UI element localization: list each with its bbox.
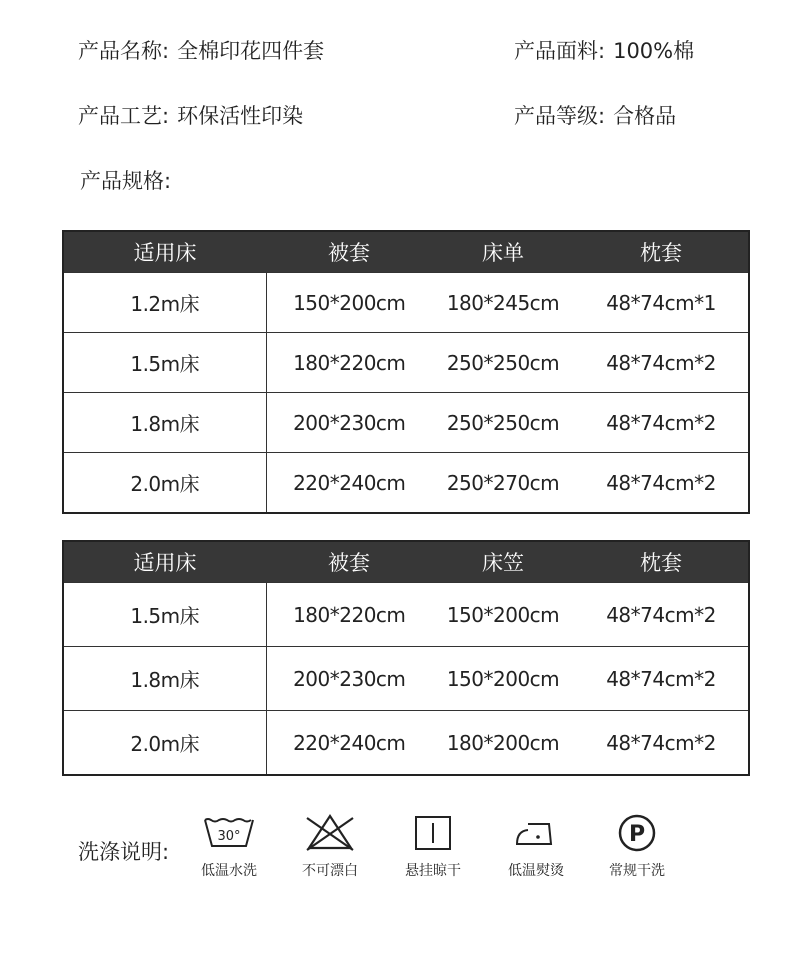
table-row bbox=[63, 393, 749, 453]
cell-sheet: 250*250cm bbox=[432, 393, 574, 453]
name-value: 全棉印花四件套 bbox=[177, 39, 325, 63]
table-row bbox=[63, 333, 749, 393]
cell-bed: 2.0m床 bbox=[63, 453, 266, 514]
table-row bbox=[63, 647, 749, 711]
header-duvet: 被套 bbox=[266, 541, 432, 583]
craft-value: 环保活性印染 bbox=[177, 104, 304, 128]
care-label-dryclean: 常规干洗 bbox=[609, 863, 665, 879]
cell-duvet: 220*240cm bbox=[266, 453, 432, 514]
table-row bbox=[63, 453, 749, 514]
size-table-sheet bbox=[62, 230, 750, 514]
cell-sheet: 250*250cm bbox=[432, 333, 574, 393]
grade-value: 合格品 bbox=[613, 104, 677, 128]
cell-pillowcase: 48*74cm*2 bbox=[574, 647, 749, 711]
cell-duvet: 150*200cm bbox=[266, 273, 432, 333]
cell-pillowcase: 48*74cm*2 bbox=[574, 711, 749, 776]
table-row bbox=[63, 711, 749, 776]
cell-duvet: 220*240cm bbox=[266, 711, 432, 776]
info-name bbox=[78, 37, 324, 65]
cell-bed: 1.5m床 bbox=[63, 333, 266, 393]
craft-label: 产品工艺: bbox=[78, 104, 170, 128]
line-dry-icon bbox=[388, 810, 478, 854]
cell-pillowcase: 48*74cm*1 bbox=[574, 273, 749, 333]
info-craft bbox=[78, 102, 303, 130]
cell-fitted-sheet: 150*200cm bbox=[432, 583, 574, 647]
table-header-row bbox=[63, 541, 749, 583]
iron-low-icon bbox=[491, 810, 581, 854]
cell-sheet: 180*245cm bbox=[432, 273, 574, 333]
header-pillowcase: 枕套 bbox=[574, 541, 749, 583]
care-label-wash: 低温水洗 bbox=[201, 863, 257, 879]
cell-duvet: 200*230cm bbox=[266, 393, 432, 453]
fabric-value: 100%棉 bbox=[613, 39, 695, 63]
cell-fitted-sheet: 180*200cm bbox=[432, 711, 574, 776]
table-row bbox=[63, 273, 749, 333]
cell-duvet: 200*230cm bbox=[266, 647, 432, 711]
name-label: 产品名称: bbox=[78, 39, 170, 63]
wash-30-icon bbox=[184, 810, 274, 854]
cell-duvet: 180*220cm bbox=[266, 333, 432, 393]
cell-sheet: 250*270cm bbox=[432, 453, 574, 514]
care-label-bleach: 不可漂白 bbox=[302, 863, 358, 879]
cell-bed: 1.8m床 bbox=[63, 647, 266, 711]
dry-clean-p-icon bbox=[592, 810, 682, 854]
care-item-dryclean bbox=[592, 810, 682, 880]
wash-temp-text: 30° bbox=[217, 829, 241, 844]
cell-pillowcase: 48*74cm*2 bbox=[574, 333, 749, 393]
care-label-iron: 低温熨烫 bbox=[508, 863, 564, 879]
cell-duvet: 180*220cm bbox=[266, 583, 432, 647]
size-table-fitted bbox=[62, 540, 750, 776]
fabric-label: 产品面料: bbox=[514, 39, 606, 63]
spec-label: 产品规格: bbox=[80, 169, 172, 193]
info-spec bbox=[80, 167, 171, 195]
table-header-row bbox=[63, 231, 749, 273]
info-grade bbox=[514, 102, 676, 130]
cell-pillowcase: 48*74cm*2 bbox=[574, 453, 749, 514]
dry-clean-letter: P bbox=[628, 822, 646, 847]
cell-bed: 2.0m床 bbox=[63, 711, 266, 776]
cell-pillowcase: 48*74cm*2 bbox=[574, 583, 749, 647]
table-row bbox=[63, 583, 749, 647]
care-label-dry: 悬挂晾干 bbox=[405, 863, 461, 879]
header-duvet: 被套 bbox=[266, 231, 432, 273]
header-bed: 适用床 bbox=[63, 231, 266, 273]
cell-pillowcase: 48*74cm*2 bbox=[574, 393, 749, 453]
cell-bed: 1.2m床 bbox=[63, 273, 266, 333]
care-item-dry bbox=[388, 810, 478, 880]
no-bleach-icon bbox=[285, 810, 375, 854]
cell-bed: 1.5m床 bbox=[63, 583, 266, 647]
info-fabric bbox=[514, 37, 694, 65]
header-pillowcase: 枕套 bbox=[574, 231, 749, 273]
grade-label: 产品等级: bbox=[514, 104, 606, 128]
cell-bed: 1.8m床 bbox=[63, 393, 266, 453]
care-item-wash bbox=[184, 810, 274, 880]
care-item-bleach bbox=[285, 810, 375, 880]
header-bed: 适用床 bbox=[63, 541, 266, 583]
header-fitted-sheet: 床笠 bbox=[432, 541, 574, 583]
cell-fitted-sheet: 150*200cm bbox=[432, 647, 574, 711]
care-item-iron bbox=[491, 810, 581, 880]
header-sheet: 床单 bbox=[432, 231, 574, 273]
care-title: 洗涤说明: bbox=[78, 840, 170, 864]
